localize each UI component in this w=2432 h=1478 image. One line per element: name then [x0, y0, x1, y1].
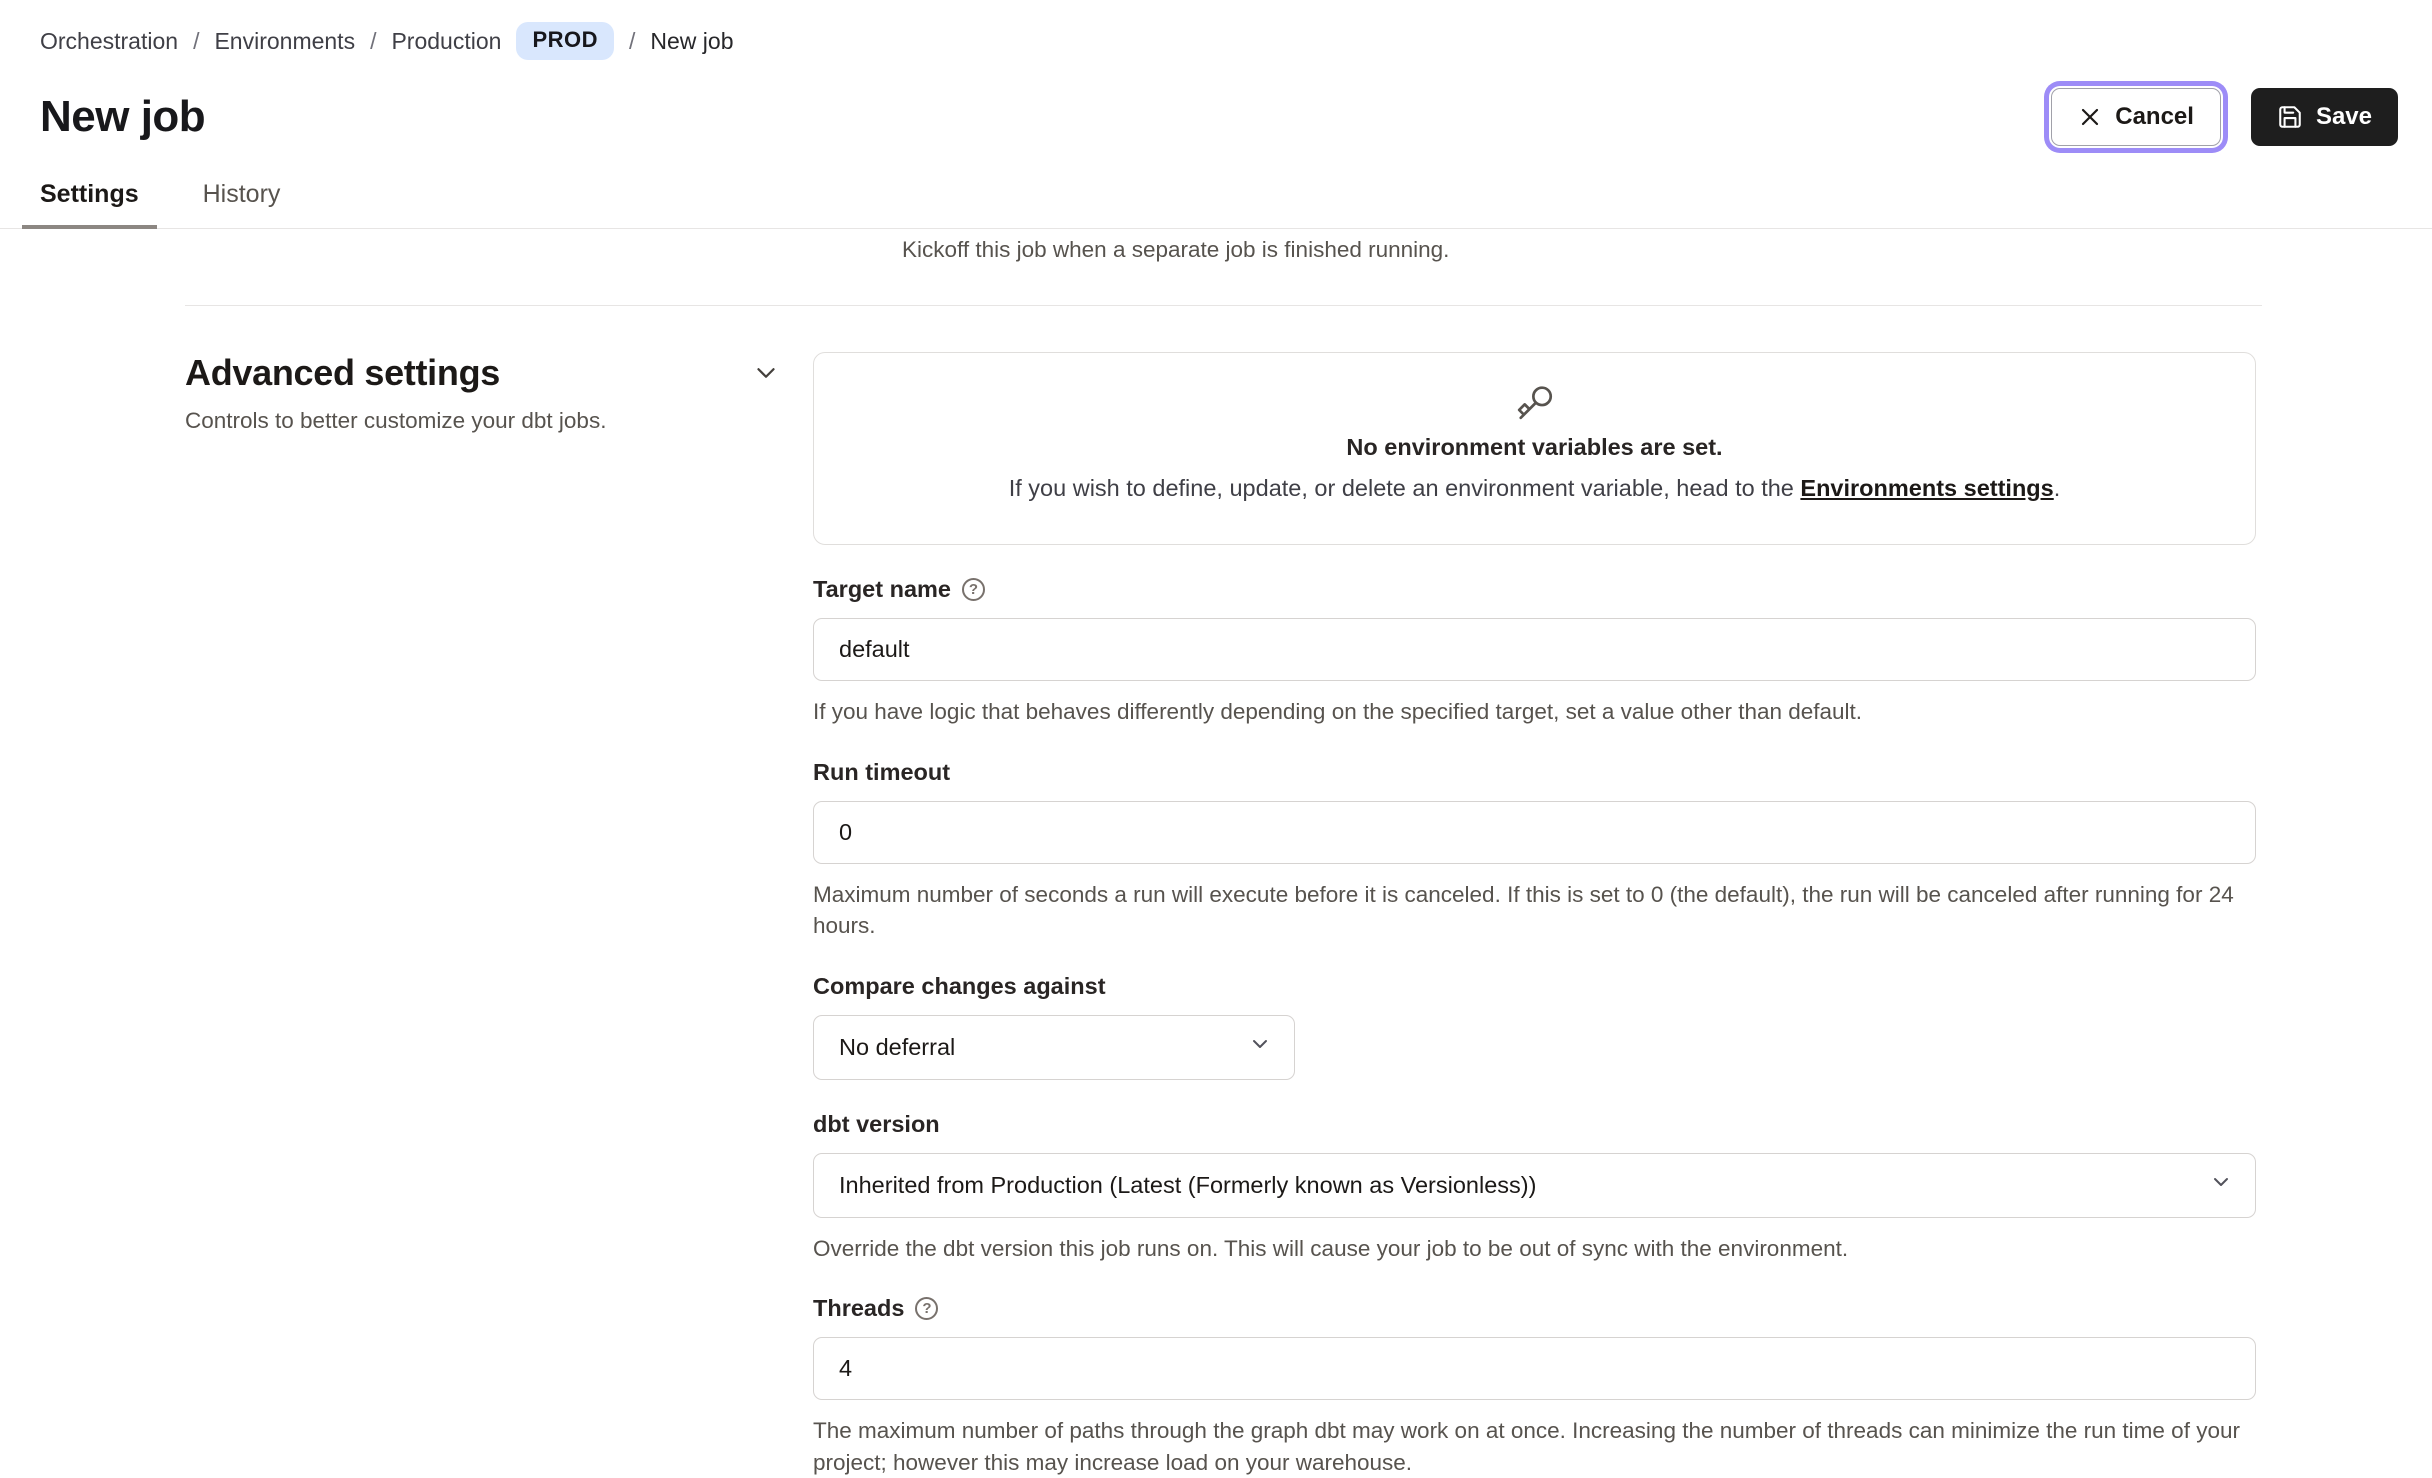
threads-label: Threads — [813, 1295, 905, 1321]
run-timeout-label: Run timeout — [813, 758, 951, 785]
advanced-settings-title: Advanced settings — [185, 352, 500, 393]
dbt-version-select[interactable] — [813, 1153, 2256, 1218]
section-divider — [185, 305, 2262, 306]
run-timeout-field — [813, 759, 2256, 942]
help-icon[interactable]: ? — [915, 1297, 938, 1320]
compare-changes-label: Compare changes against — [813, 972, 1106, 999]
key-icon — [838, 383, 2231, 426]
save-button-label: Save — [2315, 103, 2372, 130]
advanced-settings-subtitle: Controls to better customize your dbt jobs. — [185, 408, 607, 433]
breadcrumb-separator: / — [370, 27, 377, 54]
dbt-version-value: Inherited from Production (Latest (Formerly known as Versionless)) — [839, 1171, 1537, 1198]
dbt-version-field — [813, 1111, 2256, 1265]
breadcrumb-separator: / — [629, 27, 636, 54]
breadcrumb-item-production[interactable]: Production — [391, 27, 502, 54]
cancel-button-label: Cancel — [2115, 103, 2194, 130]
dbt-version-help: Override the dbt version this job runs on. This will cause your job to be out of sync with the environment. — [813, 1235, 1849, 1261]
compare-changes-select[interactable] — [813, 1015, 1295, 1080]
tab-settings[interactable]: Settings — [22, 172, 157, 229]
breadcrumb-item-orchestration[interactable]: Orchestration — [40, 27, 179, 54]
run-timeout-help: Maximum number of seconds a run will execute before it is canceled. If this is set to 0 (the default), the run will be canceled after running for 24 hours. — [813, 881, 2234, 938]
target-name-help: If you have logic that behaves differently depending on the specified target, set a value other than default. — [813, 699, 1863, 724]
tab-history[interactable]: History — [202, 180, 281, 208]
environments-settings-link[interactable]: Environments settings — [1800, 475, 2054, 501]
close-icon — [2078, 105, 2102, 129]
chevron-down-icon — [751, 376, 781, 391]
advanced-settings-section — [185, 352, 2256, 1478]
compare-changes-field — [813, 973, 2256, 1080]
chevron-down-icon — [2209, 1170, 2233, 1200]
breadcrumb-separator: / — [193, 27, 200, 54]
tab-bar — [0, 172, 2432, 229]
collapse-section-button[interactable] — [751, 358, 781, 388]
environment-badge: PROD — [516, 22, 614, 60]
page-title: New job — [40, 92, 206, 141]
threads-input[interactable] — [813, 1337, 2256, 1400]
env-vars-empty-body-suffix: . — [2053, 475, 2061, 501]
kickoff-help-text: Kickoff this job when a separate job is finished running. — [902, 237, 1450, 262]
env-vars-empty-title: No environment variables are set. — [1346, 434, 1723, 460]
save-icon — [2277, 104, 2303, 130]
run-timeout-input[interactable] — [813, 801, 2256, 864]
breadcrumb-current: New job — [650, 27, 734, 54]
target-name-label: Target name — [813, 576, 951, 602]
breadcrumb-item-environments[interactable]: Environments — [214, 27, 356, 54]
cancel-button[interactable] — [2051, 88, 2221, 146]
dbt-version-label: dbt version — [813, 1110, 940, 1137]
target-name-field — [813, 576, 2256, 728]
env-vars-empty-body — [838, 475, 2231, 502]
threads-help: The maximum number of paths through the graph dbt may work on at once. Increasing the number of threads can minimize the run time of your project; however this may increase load on your warehouse. — [813, 1418, 2240, 1475]
breadcrumb — [40, 22, 2392, 60]
env-vars-empty-card — [813, 352, 2256, 545]
compare-changes-value: No deferral — [839, 1033, 956, 1060]
header-actions — [2051, 88, 2398, 146]
help-icon[interactable]: ? — [962, 578, 985, 601]
threads-field — [813, 1295, 2256, 1478]
target-name-input[interactable] — [813, 618, 2256, 681]
chevron-down-icon — [1248, 1032, 1272, 1062]
env-vars-empty-body-text: If you wish to define, update, or delete an environment variable, head to the — [1008, 475, 1801, 501]
save-button[interactable] — [2251, 88, 2398, 146]
